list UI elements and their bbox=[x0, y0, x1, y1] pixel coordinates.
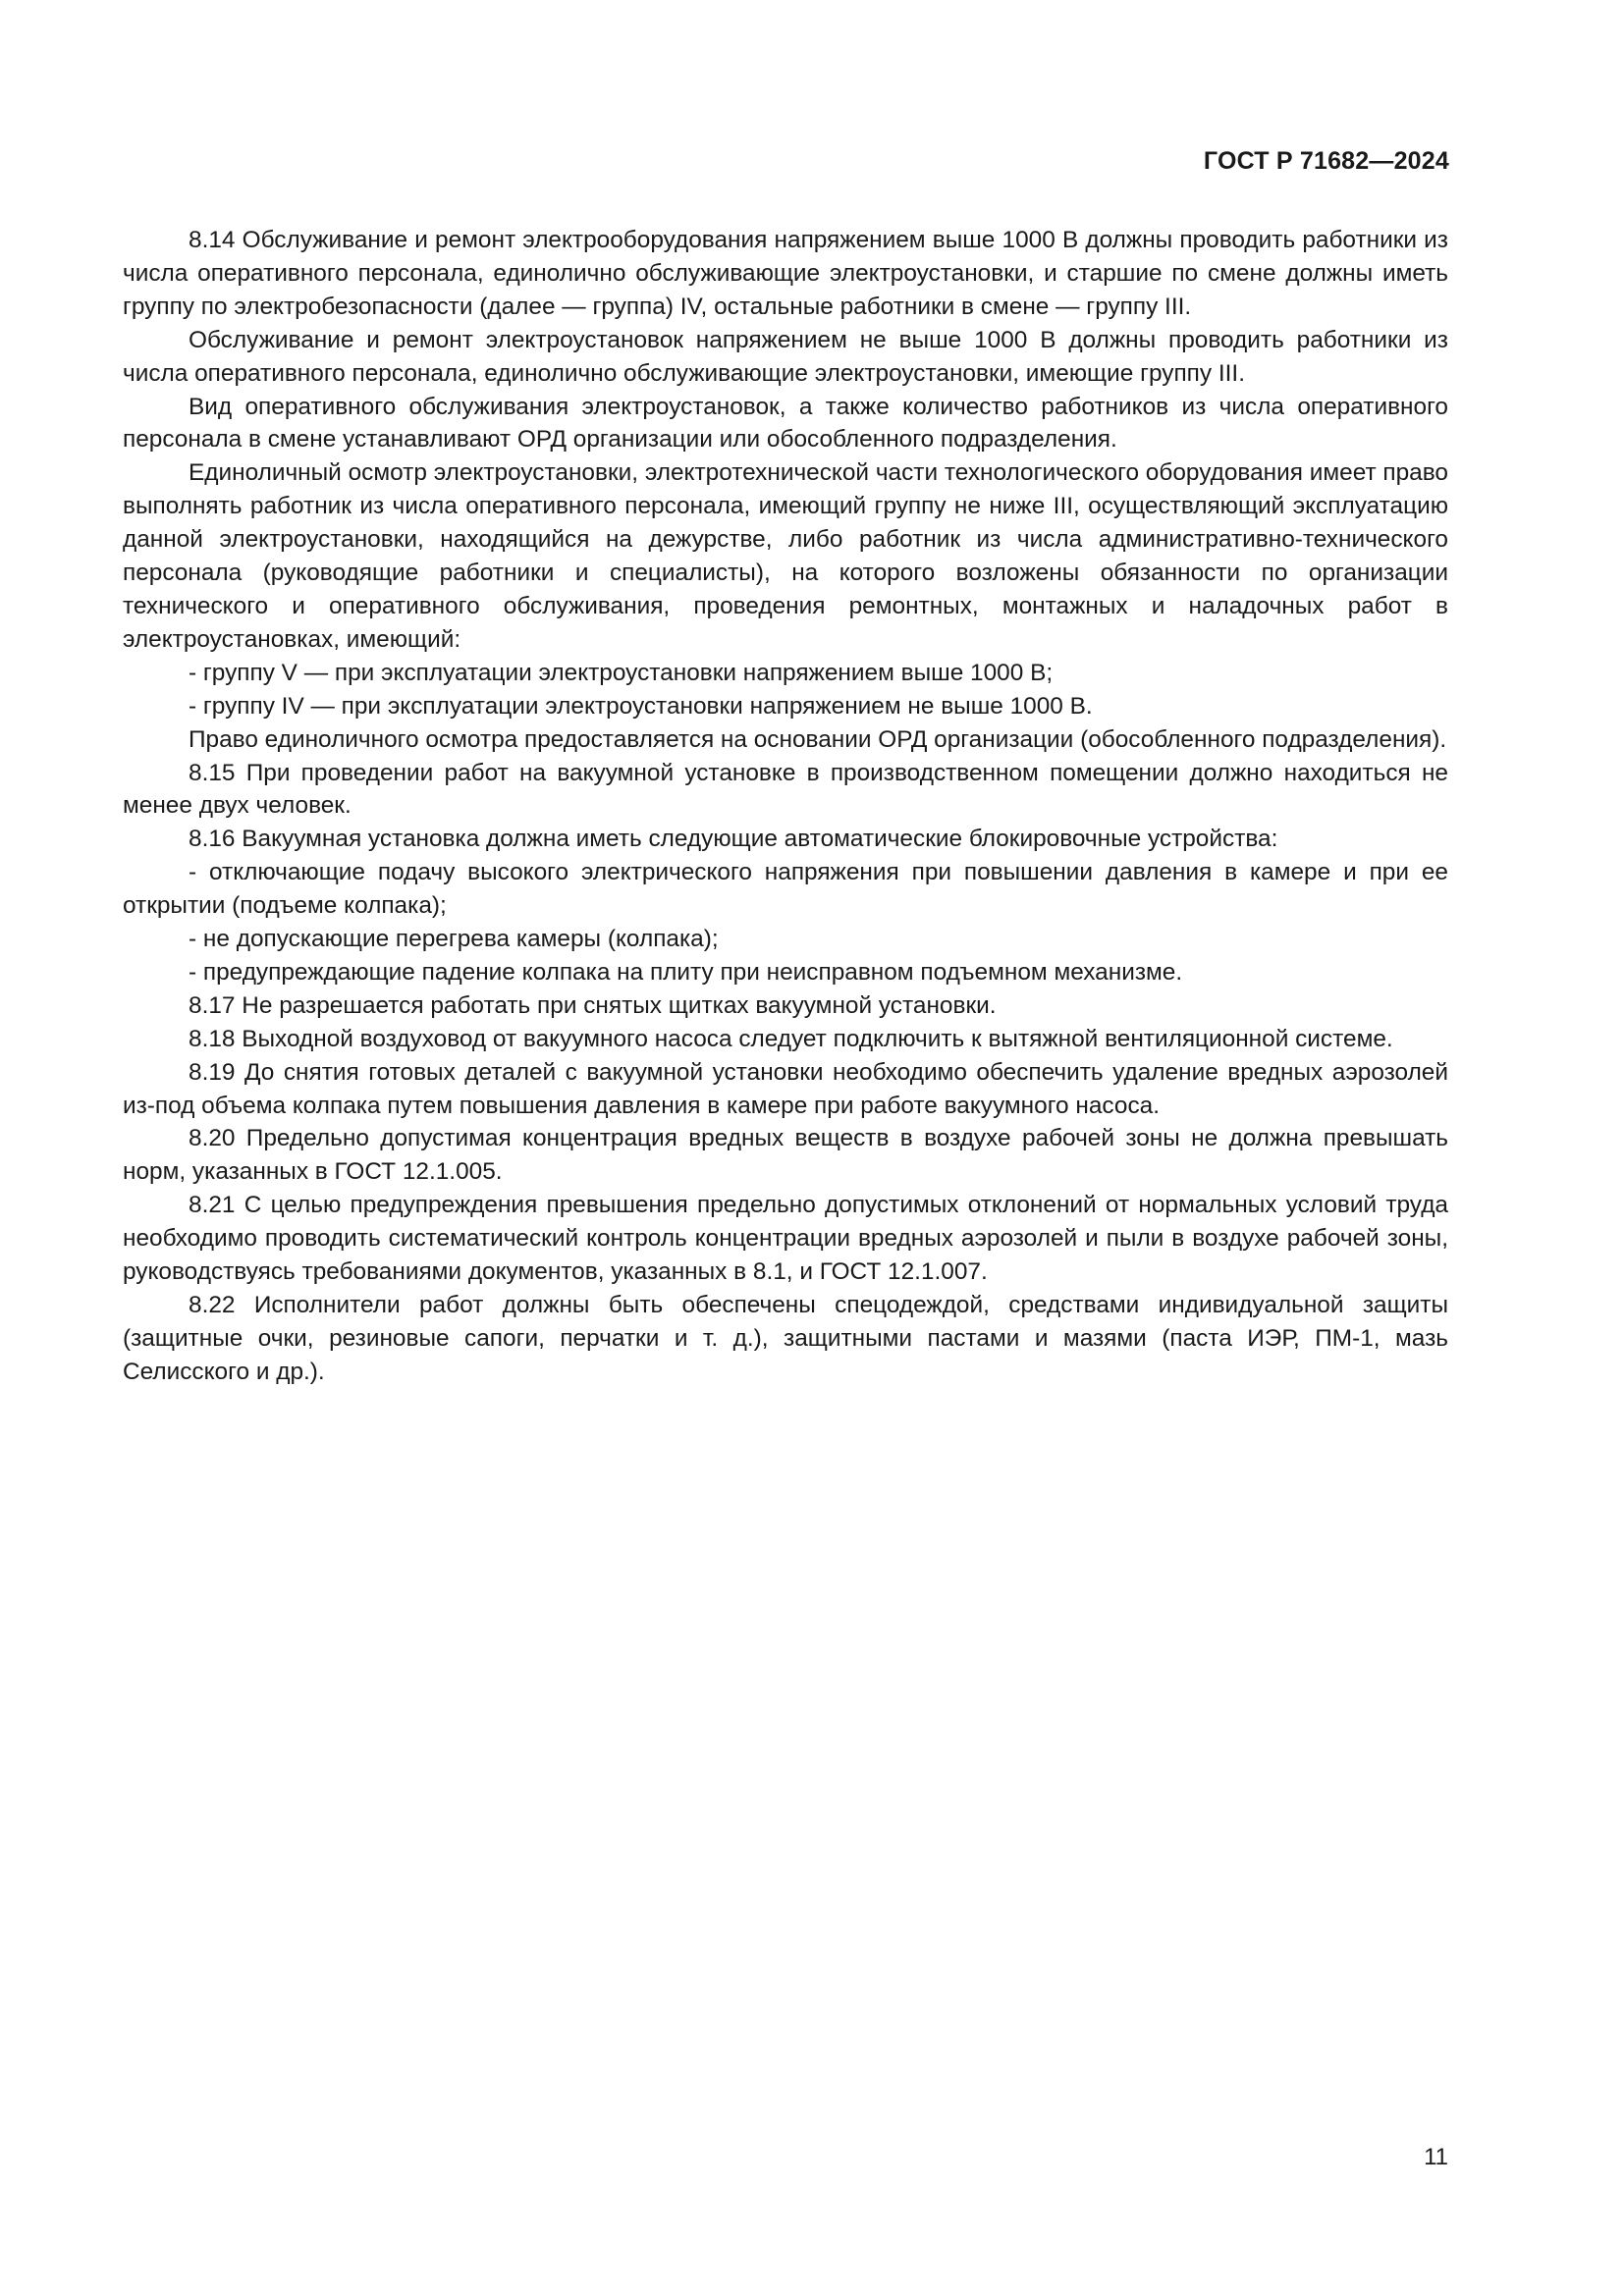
paragraph-8-16: 8.16 Вакуумная установка должна иметь следующие автоматические блокировочные устройства: bbox=[189, 826, 1278, 853]
paragraph: Обслуживание и ремонт электроустановок напряжением не выше 1000 В должны проводить работники из числа оперативного персонала, единолично обслуживающие электроустановки, имеющие группу III. bbox=[123, 326, 1448, 387]
paragraph-8-20: 8.20 Предельно допустимая концентрация вредных веществ в воздухе рабочей зоны не должна превышать норм, указанных в ГОСТ 12.1.005. bbox=[123, 1125, 1448, 1186]
paragraph-8-14: 8.14 Обслуживание и ремонт электрооборудования напряжением выше 1000 В должны проводить работники из числа оперативного персонала, единолично обслуживающие электроустановки, и старшие по смене должны иметь группу по электробезопасности (далее — группа) IV, остальные работники в смене — группу III. bbox=[123, 227, 1448, 320]
paragraph-8-22: 8.22 Исполнители работ должны быть обеспечены спецодеждой, средствами индивидуальной защиты (защитные очки, резиновые сапоги, перчатки и т. д.), защитными пастами и мазями (паста ИЭР, ПМ-1, мазь Селисского и др.). bbox=[123, 1292, 1448, 1385]
list-item: - отключающие подачу высокого электрического напряжения при повышении давления в камере и при ее открытии (подъеме колпака); bbox=[123, 859, 1448, 920]
list-item: - группу V — при эксплуатации электроустановки напряжением выше 1000 В; bbox=[189, 659, 1054, 686]
document-body bbox=[123, 224, 1448, 1389]
paragraph: Единоличный осмотр электроустановки, электротехнической части технологического оборудования имеет право выполнять работник из числа оперативного персонала, имеющий группу не ниже III, осуществляющий эксплуатацию данной электроустановки, находящийся на дежурстве, либо работник из числа административно-технического персонала (руководящие работники и специалисты), на которого возложены обязанности по организации технического и оперативного обслуживания, проведения ремонтных, монтажных и наладочных работ в электроустановках, имеющий: bbox=[123, 459, 1448, 653]
page-number: 11 bbox=[1424, 2144, 1448, 2170]
paragraph-8-18: 8.18 Выходной воздуховод от вакуумного насоса следует подключить к вытяжной вентиляционной системе. bbox=[189, 1025, 1393, 1052]
list-item: - предупреждающие падение колпака на плиту при неисправном подъемном механизме. bbox=[189, 958, 1183, 986]
list-item: - группу IV — при эксплуатации электроустановки напряжением не выше 1000 В. bbox=[189, 692, 1093, 720]
paragraph-8-15: 8.15 При проведении работ на вакуумной установке в производственном помещении должно находиться не менее двух человек. bbox=[123, 759, 1448, 820]
paragraph-8-21: 8.21 С целью предупреждения превышения предельно допустимых отклонений от нормальных условий труда необходимо проводить систематический контроль концентрации вредных аэрозолей и пыли в воздухе рабочей зоны, руководствуясь требованиями документов, указанных в 8.1, и ГОСТ 12.1.007. bbox=[123, 1192, 1448, 1286]
paragraph: Вид оперативного обслуживания электроустановок, а также количество работников из числа оперативного персонала в смене устанавливают ОРД организации или обособленного подразделения. bbox=[123, 393, 1448, 454]
paragraph-8-17: 8.17 Не разрешается работать при снятых щитках вакуумной установки. bbox=[189, 991, 997, 1019]
paragraph-8-19: 8.19 До снятия готовых деталей с вакуумной установки необходимо обеспечить удаление вредных аэрозолей из-под объема колпака путем повышения давления в камере при работе вакуумного насоса. bbox=[123, 1058, 1448, 1119]
document-code-header: ГОСТ Р 71682—2024 bbox=[1203, 147, 1449, 175]
paragraph: Право единоличного осмотра предоставляется на основании ОРД организации (обособленного подразделения). bbox=[189, 725, 1447, 753]
list-item: - не допускающие перегрева камеры (колпака); bbox=[189, 926, 719, 953]
